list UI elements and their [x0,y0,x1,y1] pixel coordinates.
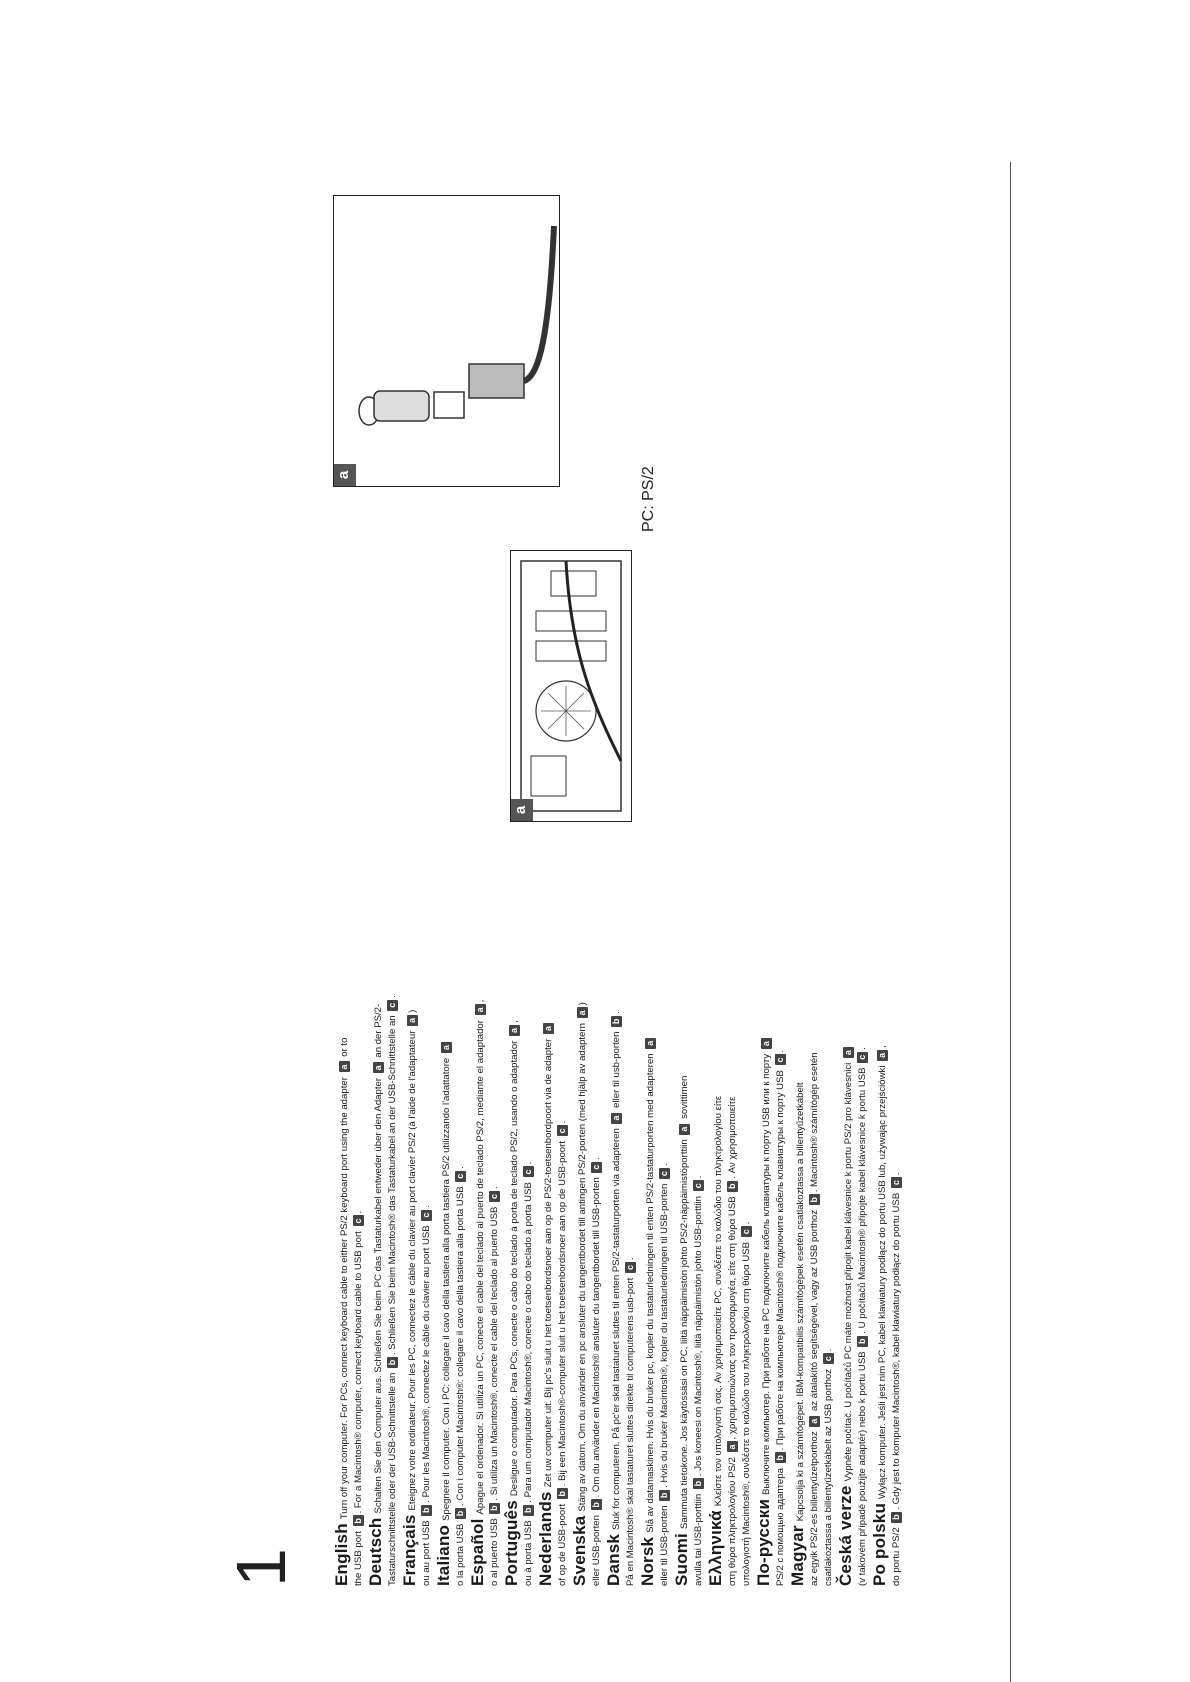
port-badge-c: c [353,1216,364,1227]
language-name: Po polsku [870,1502,889,1586]
language-name: По-русски [754,1498,773,1586]
port-badge-b: b [387,1357,398,1368]
instruction-block [836,786,870,1586]
language-name: Deutsch [366,1517,385,1586]
port-badge-c: c [421,1210,432,1221]
language-name: Suomi [672,1533,691,1586]
instruction-line: do portu PS/2 b. Gdy jest to komputer Macintosh®, kabel klawiatury podłącz do portu USB c. [890,1172,902,1586]
port-badge-b: b [891,1512,902,1523]
port-badge-a: a [761,1038,772,1049]
instruction-line: Выключите компьютер. При работе на PC подключите кабель клавиатуры к порту USB или к порту a [761,1036,772,1495]
port-badge-a: a [475,1004,486,1015]
port-badge-b: b [353,1515,364,1526]
port-badge-b: b [775,1452,786,1463]
instruction-line: Tastaturschnittstelle oder der USB-Schnittstelle an b. Schließen Sie beim Macintosh® das Tastaturkabel an der USB-Schnittstelle an c. [386,995,398,1586]
port-badge-b: b [659,1490,670,1501]
instruction-block [570,786,604,1586]
port-badge-b: b [591,1499,602,1510]
instruction-line: Apague el ordenador. Si utiliza un PC, conecte el cable del teclado al puerto de teclado PS/2, mediante el adaptador a, [474,999,486,1515]
port-badge-a: a [543,1023,554,1034]
port-badge-b: b [809,1194,820,1205]
instruction-block [672,786,706,1586]
port-badge-c: c [557,1125,568,1136]
language-name: Français [400,1514,419,1586]
instruction-line: avulla tai USB-porttiin b. Jos koneesi on Macintosh®, liitä näppäimistön johto USB-porttiin c. [692,1175,704,1586]
instruction-line: Kapcsolja ki a számítógépet. IBM-kompatibilis számítógépek esetén csatlakoztassa a billentyűzetkábelt [795,1082,806,1522]
port-badge-c: c [591,1162,602,1173]
instruction-line: eller til USB-porten b. Hvis du bruker Macintosh®, kopler du tastaturledningen til USB-porten c. [658,1163,670,1586]
instruction-block [788,786,836,1586]
instruction-line: Κλείστε τον υπολογιστή σας. Αν χρησιμοποιείτε PC, συνδέστε το καλώδιο του πληκτρολογίου είτε [713,1095,724,1507]
instruction-line: PS/2 с помощью адаптера b. При работе на компьютере Macintosh® подключите кабель клавиатуры к порту USB c. [774,1049,786,1586]
port-badge-b: b [421,1505,432,1516]
instruction-block [332,786,366,1586]
port-badge-a: a [441,1042,452,1053]
figure-badge-a: a [511,799,533,821]
instruction-line: of op de USB-poort b. Bij een Macintosh®-computer sluit u het toetsenbordsnoer aan op de USB-poort c. [556,1120,568,1586]
instruction-line: Stäng av datorn. Om du använder en pc ansluter du tangentbordet till antingen PS/2-porten (med hjälp av adaptern a) [576,1002,588,1512]
language-name: Ελληνικά [706,1510,725,1586]
instruction-block [502,786,536,1586]
port-badge-c: c [823,1353,834,1364]
port-badge-a: a [679,1124,690,1135]
port-badge-c: c [857,1052,868,1063]
instruction-line: Spegnere il computer. Con i PC: collegare il cavo della tastiera alla porta tastiera PS/2 utilizzando l'adattatore a [441,1040,452,1521]
port-badge-b: b [611,1016,622,1027]
port-badge-a: a [509,1025,520,1036]
instruction-line: ou au port USB b. Pour les Macintosh®, connectez le câble du clavier au port USB c. [420,1204,432,1586]
language-name: Español [468,1518,487,1586]
port-badge-a: a [877,1050,888,1061]
instruction-line: Wyłącz komputer. Jeśli jest nim PC, kabel klawiatury podłącz do portu USB lub, używając przejściówki a, [876,1045,888,1499]
instruction-block [536,786,570,1586]
instruction-block [638,786,672,1586]
port-badge-c: c [489,1191,500,1202]
instruction-line: Vypněte počítač. U počítačů PC máte možnost připojit kabel klávesnice k portu PS/2 pro klávesnici a [843,1045,854,1481]
port-badge-a: a [407,1015,418,1026]
language-name: Norsk [638,1536,657,1586]
port-badge-a: a [577,1007,588,1018]
language-name: Português [502,1500,521,1586]
port-badge-c: c [625,1262,636,1273]
pc-ps2-illustration [510,550,632,822]
instruction-line: ou à porta USB b. Para um computador Macintosh®, conecte o cabo do teclado à porta USB c. [522,1161,534,1586]
port-badge-c: c [455,1171,466,1182]
port-badge-c: c [523,1166,534,1177]
port-badge-c: c [659,1168,670,1179]
instruction-block [706,786,754,1586]
port-badge-c: c [693,1180,704,1191]
language-name: Dansk [604,1533,623,1586]
instruction-line: o la porta USB b. Con i computer Macintosh®: collegare il cavo della tastiera alla porta USB c. [454,1166,466,1586]
port-badge-a: a [339,1061,350,1072]
port-badge-a: a [611,1113,622,1124]
port-badge-c: c [387,1000,398,1011]
instruction-line: Sammuta tietokone. Jos käytössäsi on PC, liitä näppäimistön johto PS/2-näppäimistöporttiin a sovittimen [678,1075,690,1530]
language-name: Nederlands [536,1491,555,1586]
instruction-line: the USB port b. For a Macintosh® computer, connect keyboard cable to USB port c. [352,1210,364,1586]
language-name: Svenska [570,1515,589,1586]
language-name: Magyar [788,1525,807,1586]
instruction-line: o al puerto USB b. Si utiliza un Macintosh®, conecte el cable del teclado al puerto USB c. [488,1186,500,1586]
instruction-block [754,786,788,1586]
instruction-block [870,786,904,1586]
instruction-line: Desligue o computador. Para PCs, conecte o cabo do teclado à porta de teclado PS/2, usando o adaptador a, [508,1020,520,1497]
instruction-line: eller USB-porten b. Om du använder en Macintosh® ansluter du tangentbordet till USB-porten c. [590,1156,602,1586]
instruction-line: az egyik PS/2-es billentyűzetporthoz a az átalakító segítségével, vagy az USB porthoz b. Macintosh® számítógép esetén [808,1052,820,1586]
port-badge-c: c [891,1177,902,1188]
pc-back-panel-drawing [511,551,631,821]
language-name: English [332,1523,351,1586]
port-badge-a: a [809,1416,820,1427]
figure-badge-a: a [334,464,356,486]
instruction-line: Slå av datamaskinen. Hvis du bruker pc, kopler du tastaturledningen til enten PS/2-tastaturporten med adapteren a [645,1036,656,1533]
instruction-line: Zet uw computer uit. Bij pc's sluit u het toetsenbordsnoer aan op de PS/2-toetsenbordpoort via de adapter a [543,1021,554,1487]
port-badge-b: b [523,1505,534,1516]
port-badge-b: b [557,1488,568,1499]
figure-caption: PC: PS/2 [640,466,657,532]
language-name: Česká verze [836,1485,855,1586]
port-badge-c: c [741,1226,752,1237]
instruction-line: Schalten Sie den Computer aus. Schließen Sie beim PC das Tastaturkabel entweder über den Adapter a an der PS/2- [372,1003,384,1514]
instruction-block [400,786,434,1586]
language-name: Italiano [434,1524,453,1586]
instruction-line: Sluk for computeren. På pc'er skal tastaturet sluttes til enten PS/2-tastaturporten via adapteren a eller til usb-porten b. [610,1011,622,1530]
instruction-block [366,786,400,1586]
port-badge-b: b [857,1336,868,1347]
instruction-line: (v takovém případě použijte adaptér) nebo k portu USB b. U počítačů Macintosh® připojte kabel klávesnice k portu USB c. [856,1047,868,1586]
instruction-line: Eteignez votre ordinateur. Pour les PC, connectez le câble du clavier au port clavier PS/2 (à l'aide de l'adaptateur a) [406,1009,418,1511]
step-number: 1 [222,1548,300,1587]
instruction-line: υπολογιστή Macintosh®, συνδέστε το καλώδιο του πληκτρολογίου στη θύρα USB c. [740,1221,752,1586]
page-divider-line [1010,162,1011,1682]
port-badge-a: a [727,1441,738,1452]
instruction-list [332,786,907,1586]
instruction-block [468,786,502,1586]
instruction-line: csatlakoztassa a billentyűzetkábelt az USB porthoz c. [822,1348,834,1586]
instruction-line: Turn off your computer. For PCs, connect keyboard cable to either PS/2 keyboard port using the adapter a or to [338,1037,350,1520]
port-badge-b: b [489,1503,500,1514]
port-badge-b: b [693,1478,704,1489]
instruction-line: στη θύρα πληκτρολογίου PS/2 a, χρησιμοποιώντας τον προσαρμογέα, είτε στη θύρα USB b. Αν χρησιμοποιείτε [726,1096,738,1586]
port-badge-a: a [843,1047,854,1058]
instruction-block [604,786,638,1586]
usb-ps2-adapter-drawing [334,196,559,486]
port-badge-c: c [775,1054,786,1065]
port-badge-a: a [373,1062,384,1073]
port-badge-b: b [455,1508,466,1519]
port-badge-a: a [645,1038,656,1049]
instruction-line: På en Macintosh® skal tastaturet sluttes direkte til computerens usb-port c. [624,1257,636,1586]
instruction-block [434,786,468,1586]
port-badge-b: b [727,1181,738,1192]
ps2-usb-adapter-illustration [333,195,560,487]
